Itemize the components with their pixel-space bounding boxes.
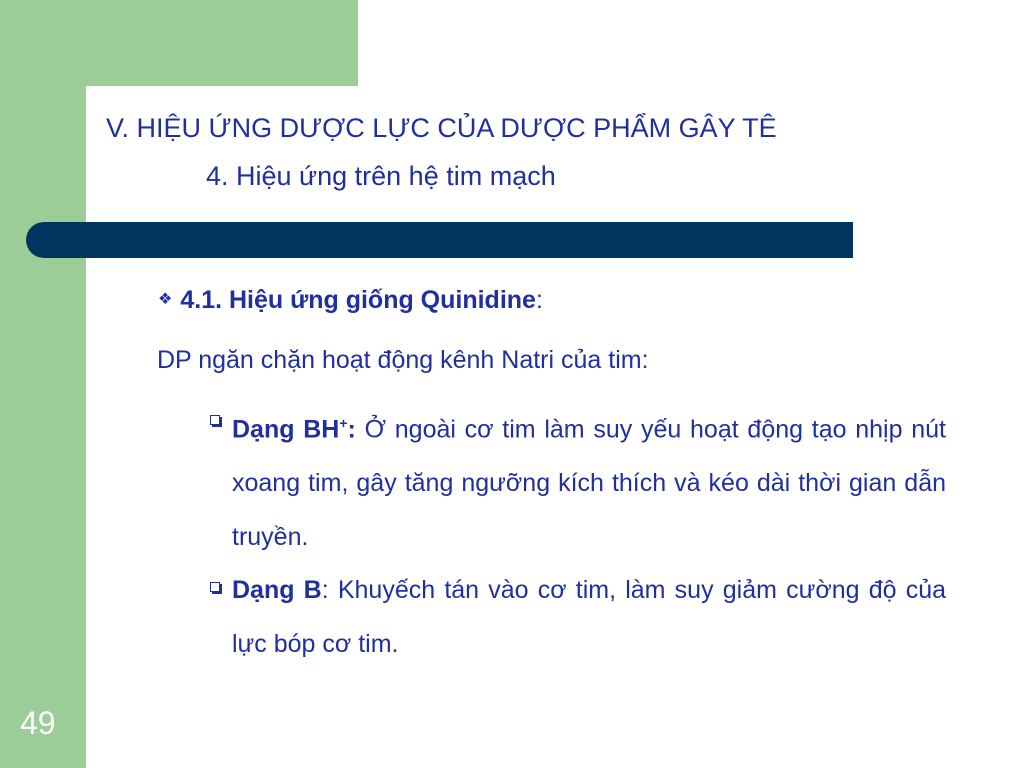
item-colon: : [321, 576, 329, 604]
diamond-bullet-icon: ❖ [158, 291, 173, 308]
slide-title: V. HIỆU ỨNG DƯỢC LỰC CỦA DƯỢC PHẨM GÂY TÊ [106, 113, 777, 143]
list-item [208, 563, 946, 671]
left-green-strip [0, 0, 86, 768]
list-item-text [232, 563, 946, 671]
intro-text: DP ngăn chặn hoạt động kênh Natri của tim: [157, 346, 649, 374]
section-heading-colon: : [535, 286, 543, 314]
square-bullet-icon [210, 582, 220, 592]
item-label: Dạng BH [232, 415, 340, 444]
item-superscript: + [339, 415, 348, 431]
item-description: Khuyếch tán vào cơ tim, làm suy giảm cường độ của lực bóp cơ tim. [232, 576, 946, 658]
item-label: Dạng B [232, 576, 322, 604]
item-description: Ở ngoài cơ tim làm suy yếu hoạt động tạo nhịp nút xoang tim, gây tăng ngưỡng kích thích và kéo dài thời gian dẫn truyền. [232, 415, 946, 552]
section-bullet [158, 280, 543, 320]
list-item-text [232, 396, 946, 564]
title-divider-bar [26, 222, 853, 258]
section-heading: 4.1. Hiệu ứng giống Quinidine [180, 286, 536, 314]
slide-subtitle: 4. Hiệu ứng trên hệ tim mạch [206, 161, 556, 191]
square-bullet-icon [210, 415, 220, 425]
list-item [208, 396, 946, 564]
item-colon: : [347, 415, 356, 444]
top-green-block [0, 0, 358, 86]
slide-number: 49 [20, 705, 56, 741]
